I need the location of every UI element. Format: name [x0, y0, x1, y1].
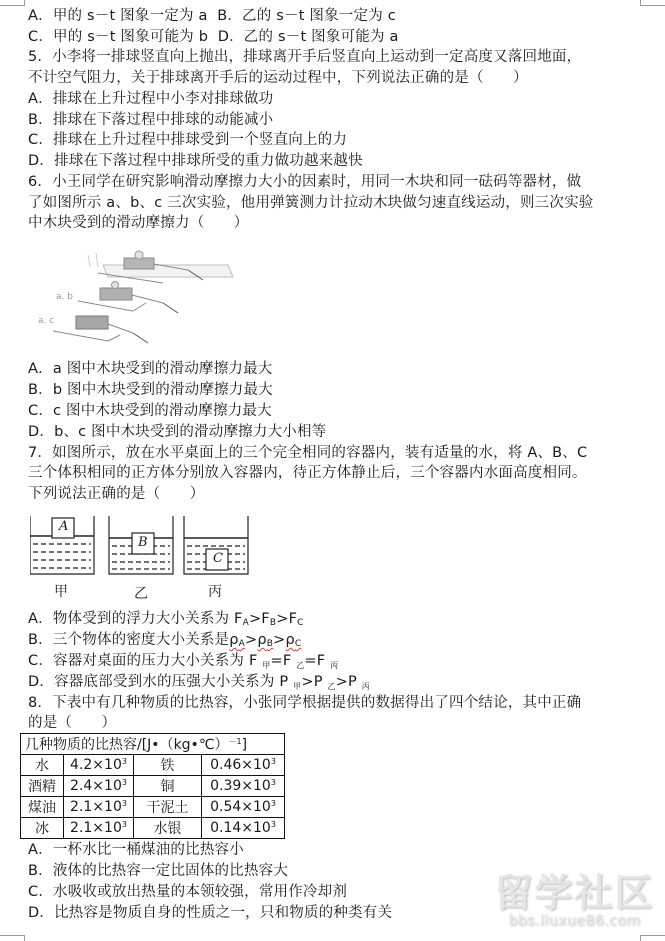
subscript: 乙: [327, 682, 336, 691]
operator: >: [273, 632, 286, 648]
block-b-label: B: [138, 535, 148, 550]
exponent: 3: [270, 778, 276, 787]
q5-option-d: D．排球在下落过程中排球所受的重力做功越来越快: [28, 153, 363, 169]
substance-cell: 水: [21, 755, 64, 776]
q7-stem-line-3: 下列说法正确的是（ ）: [28, 486, 205, 502]
q5-stem-line-2: 不计空气阻力，关于排球离开手后的运动过程中，下列说法正确的是（ ）: [28, 70, 528, 86]
table-row: [21, 755, 285, 776]
friction-setup-illustration: [28, 243, 268, 358]
q8-option-c: C．水吸收或放出热量的本领较强，常用作冷却剂: [28, 884, 348, 900]
svg-text:a. b: a. b: [56, 292, 73, 302]
q6-stem-line-2: 了如图所示 a、b、c 三次实验，他用弹簧测力计拉动木块做匀速直线运动，则三次实验: [28, 195, 594, 211]
value-cell: [64, 797, 134, 818]
container-caption-bing: 丙: [208, 584, 222, 600]
watermark-title: 留学社区: [494, 871, 655, 915]
container-caption-yi: 乙: [134, 586, 148, 602]
value-cell: [202, 755, 285, 776]
exponent: 3: [121, 778, 127, 787]
subscript: 乙: [296, 661, 305, 670]
q5-option-c: C．排球在上升过程中排球受到一个竖直向上的力: [28, 132, 348, 148]
q4-option-d: D．乙的 s－t 图象可能为 a: [217, 29, 399, 45]
block-c-label: C: [213, 551, 223, 566]
table-row: [21, 818, 285, 839]
q7-option-b-text: B．三个物体的密度大小关系是: [28, 632, 230, 648]
q7-option-a-text: A．物体受到的浮力大小关系为: [28, 611, 235, 627]
container-caption-jia: 甲: [54, 584, 68, 600]
symbol: ρ: [229, 632, 239, 648]
operator: >: [248, 611, 262, 627]
q8-option-d: D．比热容是物质自身的性质之一，只和物质的种类有关: [28, 905, 393, 921]
q4-option-b: B．乙的 s－t 图象一定为 c: [217, 8, 396, 24]
substance-cell: 冰: [21, 818, 64, 839]
q7-option-c-text: C．容器对桌面的压力大小关系为: [28, 653, 249, 669]
q5-option-b: B．排球在下落过程中排球的动能减小: [28, 112, 274, 128]
bracket: ]: [241, 737, 248, 753]
value-cell: [64, 776, 134, 797]
table-header-row: [21, 734, 285, 755]
exponent: 3: [270, 820, 276, 829]
q8-option-b: B．液体的比热容一定比固体的比热容大: [28, 863, 289, 879]
operator: >: [301, 674, 314, 690]
rho-c: [286, 632, 302, 648]
value-cell: [64, 755, 134, 776]
symbol: P: [279, 674, 294, 690]
q7-option-d-text: D．容器底部受到水的压强大小关系为: [28, 674, 280, 690]
exponent: 3: [270, 757, 276, 766]
subscript: A: [238, 639, 246, 649]
q6-option-a: A．a 图中木块受到的滑动摩擦力最大: [28, 361, 273, 377]
substance-cell: 水银: [134, 818, 202, 839]
operator: >: [335, 674, 349, 690]
svg-text:a. c: a. c: [38, 316, 55, 326]
exponent: 3: [270, 799, 276, 808]
page-corner-mark-top-right: [640, 0, 665, 6]
symbol: F: [288, 611, 298, 627]
rho-b: [257, 632, 273, 648]
operator: >: [276, 611, 289, 627]
value: 0.14×10: [210, 820, 271, 836]
value: 2.1×10: [70, 799, 122, 815]
substance-cell: 酒精: [21, 776, 64, 797]
subscript: 甲: [262, 661, 271, 670]
exponent: 3: [121, 757, 127, 766]
q7-stem-line-2: 三个体积相同的正方体分别放入容器内，待正方体静止后，三个容器内水面高度相同。: [28, 465, 587, 481]
value: 2.1×10: [70, 820, 122, 836]
q4-options-line-1: [28, 6, 396, 26]
q5-option-a: A．排球在上升过程中小李对排球做功: [28, 91, 274, 107]
symbol: F: [261, 611, 270, 627]
block-a-label: A: [59, 519, 69, 534]
subscript: 甲: [293, 682, 302, 691]
q8-stem-line-1: 8．下表中有几种物质的比热容，小张同学根据提供的数据得出了四个结论，其中正确: [28, 695, 582, 711]
site-watermark: [492, 873, 657, 933]
operator: >: [245, 632, 258, 648]
substance-cell: 铁: [134, 755, 202, 776]
substance-cell: 干泥土: [134, 797, 202, 818]
symbol: F: [316, 653, 331, 669]
exponent: 3: [121, 820, 127, 829]
symbol: P: [313, 674, 328, 690]
q4-options-line-2: [28, 27, 399, 47]
q6-option-d: D．b、c 图中木块受到的滑动摩擦力大小相等: [28, 424, 327, 440]
subscript: 丙: [361, 682, 370, 691]
page-corner-mark-bottom-left: [0, 935, 25, 941]
substance-cell: 铜: [134, 776, 202, 797]
q6-friction-experiment-figure: [28, 243, 268, 358]
exponent: －1: [228, 737, 242, 746]
table-header-text: 几种物质的比热容/[J•（kg•℃）: [25, 737, 229, 753]
operator: =: [304, 653, 317, 669]
page-corner-mark-bottom-right: [640, 935, 665, 941]
q6-stem-line-3: 中木块受到的滑动摩擦力（ ）: [28, 215, 249, 231]
value-cell: [202, 776, 285, 797]
subscript: C: [297, 618, 304, 628]
value: 0.54×10: [210, 799, 271, 815]
q5-stem-line-1: 5．小李将一排球竖直向上抛出，排球离开手后竖直向上运动到一定高度又落回地面，: [28, 49, 582, 65]
q7-containers-figure: [30, 514, 270, 602]
q4-option-a: A．甲的 s－t 图象一定为 a: [28, 8, 208, 24]
rho-a: [229, 632, 245, 648]
q6-stem-line-1: 6．小王同学在研究影响滑动摩擦力大小的因素时，用同一木块和同一砝码等器材，做: [28, 174, 582, 190]
table-row: [21, 797, 285, 818]
page-corner-mark-top-left: [0, 0, 25, 6]
subscript: B: [269, 618, 277, 628]
value-cell: [202, 818, 285, 839]
table-header: [21, 734, 285, 755]
symbol: F: [234, 611, 243, 627]
watermark-url: bbs.liuxue86.com: [508, 913, 641, 929]
value-cell: [202, 797, 285, 818]
operator: =: [270, 653, 283, 669]
q8-stem-line-2: 的是（ ）: [28, 715, 117, 731]
q6-option-b: B．b 图中木块受到的滑动摩擦力最大: [28, 382, 273, 398]
q8-option-a: A．一杯水比一桶煤油的比热容小: [28, 842, 244, 858]
q7-stem-line-1: 7．如图所示，放在水平桌面上的三个完全相同的容器内，装有适量的水，将 A、B、C: [28, 445, 588, 461]
q6-option-c: C．c 图中木块受到的滑动摩擦力最大: [28, 403, 272, 419]
symbol: P: [348, 674, 362, 690]
subscript: 丙: [330, 661, 339, 670]
symbol: F: [248, 653, 263, 669]
q4-option-c: C．甲的 s－t 图象可能为 b: [28, 29, 209, 45]
symbol: ρ: [285, 632, 295, 648]
value: 0.39×10: [210, 778, 271, 794]
table-row: [21, 776, 285, 797]
value-cell: [64, 818, 134, 839]
value: 0.46×10: [210, 757, 271, 773]
subscript: C: [294, 639, 302, 649]
symbol: ρ: [257, 632, 267, 648]
subscript: B: [266, 639, 274, 649]
symbol: F: [282, 653, 297, 669]
value: 4.2×10: [70, 757, 122, 773]
value: 2.4×10: [70, 778, 122, 794]
substance-cell: 煤油: [21, 797, 64, 818]
subscript: A: [242, 618, 249, 628]
exponent: 3: [121, 799, 127, 808]
specific-heat-table: [20, 733, 285, 839]
